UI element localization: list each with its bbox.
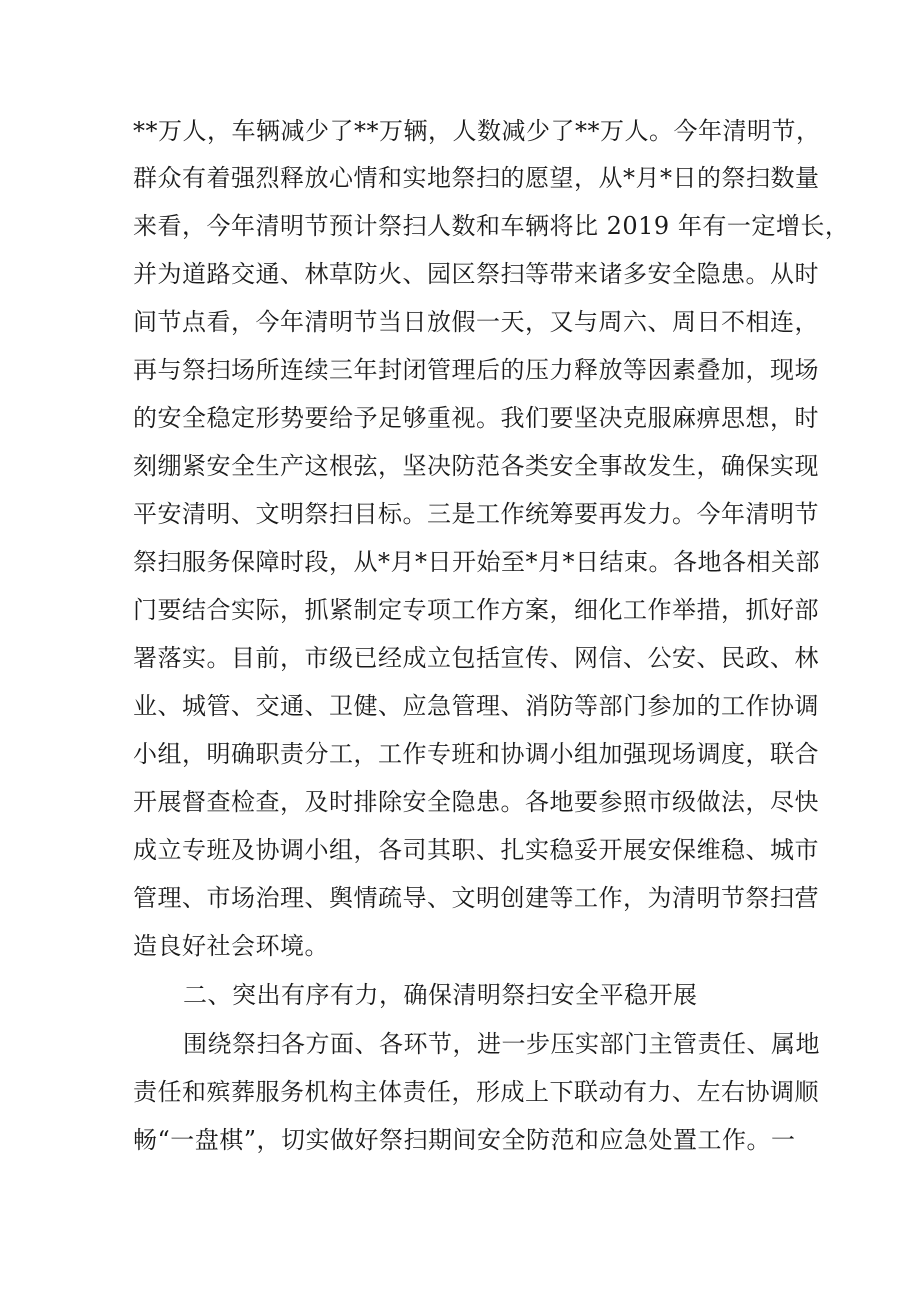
paragraph-line: 围绕祭扫各方面、各环节，进一步压实部门主管责任、属地 [183,1030,820,1058]
paragraph-line: 祭扫服务保障时段，从*月*日开始至*月*日结束。各地各相关部 [133,548,820,576]
paragraph-line: 成立专班及协调小组，各司其职、扎实稳妥开展安保维稳、城市 [133,836,819,864]
paragraph-line: 署落实。目前，市级已经成立包括宣传、网信、公安、民政、林 [133,644,819,672]
paragraph-line: 小组，明确职责分工，工作专班和协调小组加强现场调度，联合 [133,740,819,768]
paragraph-line: 间节点看，今年清明节当日放假一天，又与周六、周日不相连， [133,308,819,336]
section-heading: 二、突出有序有力，确保清明祭扫安全平稳开展 [183,981,698,1009]
paragraph-line: 门要结合实际，抓紧制定专项工作方案，细化工作举措，抓好部 [133,596,819,624]
paragraph-line: 来看，今年清明节预计祭扫人数和车辆将比 2019 年有一定增长， [133,212,850,240]
paragraph-line: 并为道路交通、林草防火、园区祭扫等带来诸多安全隐患。从时 [133,260,819,288]
paragraph-line: 群众有着强烈释放心情和实地祭扫的愿望，从*月*日的祭扫数量 [133,164,820,192]
paragraph-line: 责任和殡葬服务机构主体责任，形成上下联动有力、左右协调顺 [133,1078,819,1106]
paragraph-line: 再与祭扫场所连续三年封闭管理后的压力释放等因素叠加，现场 [133,356,819,384]
paragraph-line: 管理、市场治理、舆情疏导、文明创建等工作，为清明节祭扫营 [133,884,819,912]
paragraph-line: **万人，车辆减少了**万辆，人数减少了**万人。今年清明节， [133,117,821,145]
paragraph-line: 畅“一盘棋”，切实做好祭扫期间安全防范和应急处置工作。一 [133,1126,796,1154]
paragraph-line: 开展督查检查，及时排除安全隐患。各地要参照市级做法，尽快 [133,788,819,816]
paragraph-line: 平安清明、文明祭扫目标。三是工作统筹要再发力。今年清明节 [133,500,819,528]
paragraph-line: 造良好社会环境。 [133,932,329,960]
paragraph-line: 业、城管、交通、卫健、应急管理、消防等部门参加的工作协调 [133,692,819,720]
paragraph-line: 的安全稳定形势要给予足够重视。我们要坚决克服麻痹思想，时 [133,404,819,432]
paragraph-line: 刻绷紧安全生产这根弦，坚决防范各类安全事故发生，确保实现 [133,452,819,480]
